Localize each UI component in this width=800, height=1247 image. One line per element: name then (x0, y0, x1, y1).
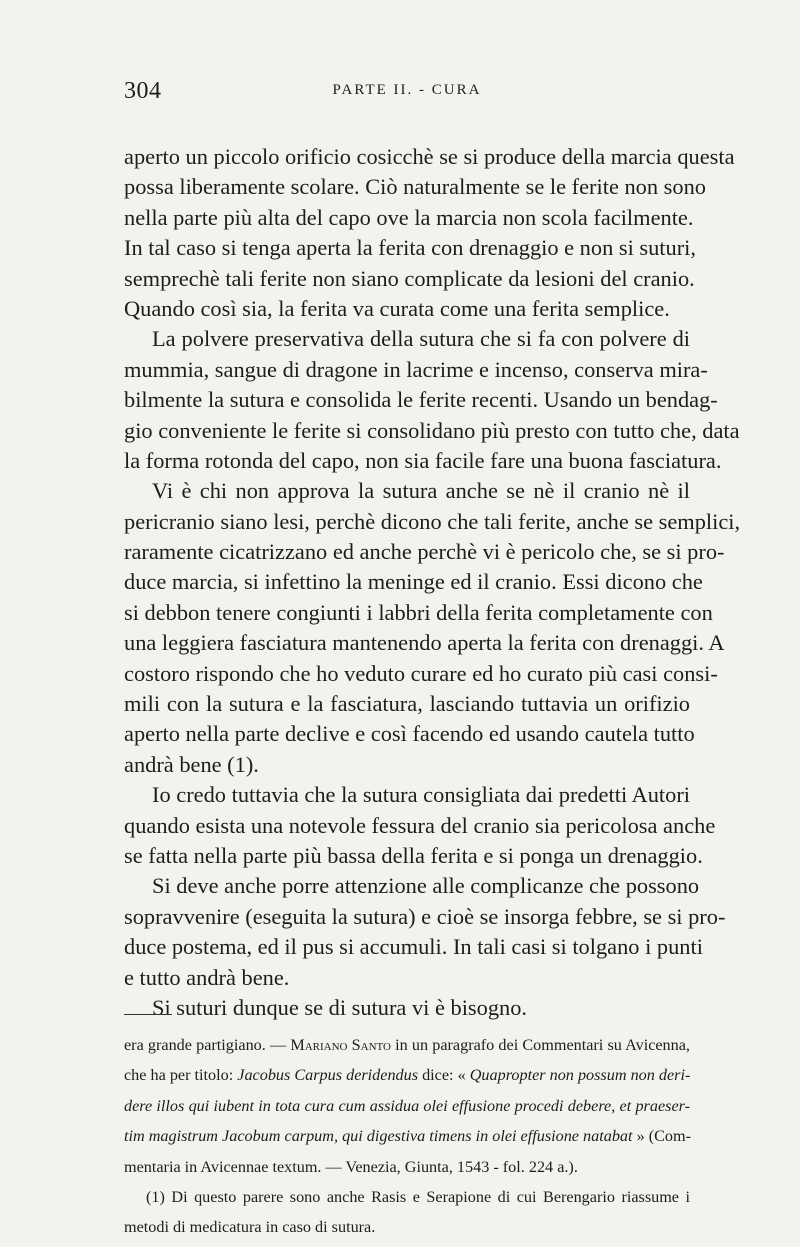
body-line: possa liberamente scolare. Ciò naturalmente se le ferite non sono (124, 174, 706, 200)
footnote-text: che ha per titolo: (124, 1066, 238, 1085)
body-line: La polvere preservativa della sutura che si fa con polvere di (152, 326, 690, 352)
footnote-line (124, 1064, 690, 1094)
body-line: semprechè tali ferite non siano complicate da lesioni del cranio. (124, 265, 695, 291)
body-line: mummia, sangue di dragone in lacrime e incenso, conserva mira- (124, 356, 708, 382)
footnote-line (124, 1125, 690, 1155)
running-head: PARTE II. - CURA (332, 82, 482, 98)
body-line: Vi è chi non approva la sutura anche se nè il cranio nè il (152, 478, 690, 504)
body-line: mili con la sutura e la fasciatura, lasciando tuttavia un orifizio (124, 691, 690, 717)
footnote-line: mentaria in Avicennae textum. — Venezia, Giunta, 1543 - fol. 224 a.). (124, 1157, 578, 1176)
body-line: duce postema, ed il pus si accumuli. In tali casi si tolgano i punti (124, 934, 703, 960)
body-line: si debbon tenere congiunti i labbri della ferita completamente con (124, 599, 713, 625)
page-header (124, 78, 690, 108)
body-line: la forma rotonda del capo, non sia facile fare una buona fasciatura. (124, 447, 722, 473)
footnote-text: dice: « (418, 1066, 470, 1085)
body-line: sopravvenire (eseguita la sutura) e cioè se insorga febbre, se si pro- (124, 903, 726, 929)
body-line: Io credo tuttavia che la sutura consigliata dai predetti Autori (152, 782, 690, 808)
footnote-text: (1) Di questo parere sono anche Rasis e Serapione di cui Berengario riassume i (146, 1187, 690, 1206)
footnote-divider (124, 1014, 172, 1015)
body-line: aperto un piccolo orificio cosicchè se si produce della marcia questa (124, 144, 735, 169)
body-line: gio conveniente le ferite si consolidano più presto con tutto che, data (124, 417, 740, 443)
footnote-line (124, 1095, 690, 1125)
body-line: nella parte più alta del capo ove la marcia non scola facilmente. (124, 204, 694, 230)
body-line: raramente cicatrizzano ed anche perchè vi è pericolo che, se si pro- (124, 539, 725, 565)
footnote-line (124, 1186, 690, 1216)
body-line: pericranio siano lesi, perchè dicono che tali ferite, anche se semplici, (124, 508, 741, 534)
body-line: Si suturi dunque se di sutura vi è bisogno. (152, 994, 528, 1020)
footnote-quote: dere illos qui iubent in tota cura cum assidua olei effusione procedi debere, et praeser- (124, 1096, 690, 1115)
body-line: e tutto andrà bene. (124, 964, 290, 990)
body-line: duce marcia, si infettino la meninge ed il cranio. Essi dicono che (124, 569, 703, 595)
footnote-text: era grande partigiano. — (124, 1036, 291, 1054)
footnote-quote: tim magistrum Jacobum carpum, qui digestiva timens in olei effusione natabat (124, 1127, 633, 1146)
body-line: costoro rispondo che ho veduto curare ed ho curato più casi consi- (124, 660, 718, 686)
footnote-line (124, 1034, 690, 1064)
footnotes (124, 1034, 690, 1247)
footnote-title: Jacobus Carpus deridendus (237, 1066, 419, 1085)
body-text (124, 142, 741, 1023)
body-line: aperto nella parte declive e così facendo ed usando cautela tutto (124, 721, 695, 747)
body-line: quando esista una notevole fessura del cranio sia pericolosa anche (124, 812, 716, 838)
body-line: In tal caso si tenga aperta la ferita con drenaggio e non si suturi, (124, 235, 696, 261)
footnote-text: » (Com- (632, 1127, 691, 1146)
footnote-line: metodi di medicatura in caso di sutura. (124, 1218, 376, 1237)
body-line: se fatta nella parte più bassa della ferita e si ponga un drenaggio. (124, 842, 703, 868)
footnote-author: Mariano Santo (290, 1036, 391, 1054)
footnote-quote: Quapropter non possum non deri- (469, 1066, 691, 1085)
page-number: 304 (124, 78, 162, 104)
body-line: Quando così sia, la ferita va curata come una ferita semplice. (124, 295, 670, 321)
body-line: andrà bene (1). (124, 751, 259, 777)
body-line: una leggiera fasciatura mantenendo aperta la ferita con drenaggi. A (124, 630, 725, 656)
body-line: Si deve anche porre attenzione alle complicanze che possono (152, 873, 700, 899)
body-line: bilmente la sutura e consolida le ferite recenti. Usando un bendag- (124, 387, 718, 413)
footnote-text: in un paragrafo dei Commentari su Avicenna, (391, 1036, 690, 1054)
